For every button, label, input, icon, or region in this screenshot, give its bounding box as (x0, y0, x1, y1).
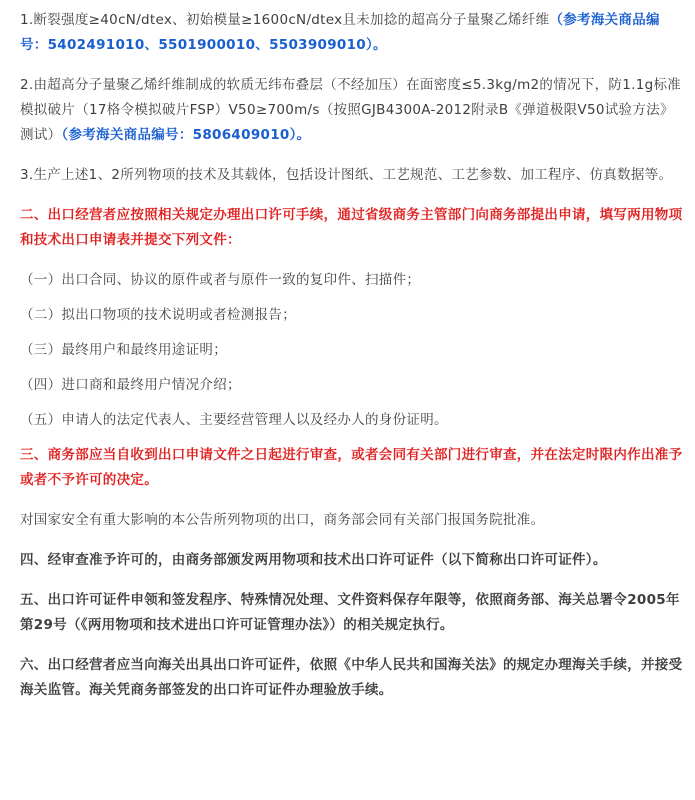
item-1-customs-reference: （参考海关商品编号：5402491010、5501900010、5503909010）。 (20, 12, 660, 53)
item-2-text: 2.由超高分子量聚乙烯纤维制成的软质无纬布叠层（不经加压）在面密度≤5.3kg/m2的情况下，防1.1g标准模拟破片（17格令模拟破片FSP）V50≥700m/s（按照GJB4300A-2012附录B《弹道极限V50试验方法》测试） (20, 77, 682, 143)
item-3-paragraph: 3.生产上述1、2所列物项的技术及其载体，包括设计图纸、工艺规范、工艺参数、加工程序、仿真数据等。 (20, 167, 673, 183)
required-document-3: （三）最终用户和最终用途证明； (20, 342, 227, 358)
item-2-customs-reference: （参考海关商品编号：5806409010）。 (61, 127, 311, 143)
item-1-text: 1.断裂强度≥40cN/dtex、初始模量≥1600cN/dtex且未加捻的超高分子量聚乙烯纤维 (20, 12, 550, 28)
section-4-paragraph: 四、经审查准予许可的，由商务部颁发两用物项和技术出口许可证件（以下简称出口许可证件）。 (20, 552, 607, 568)
required-document-2: （二）拟出口物项的技术说明或者检测报告； (20, 307, 296, 323)
required-document-4: （四）进口商和最终用户情况介绍； (20, 377, 241, 393)
item-2-paragraph (20, 73, 683, 148)
section-3-heading: 三、商务部应当自收到出口申请文件之日起进行审查，或者会同有关部门进行审查，并在法定时限内作出准予或者不予许可的决定。 (20, 447, 683, 488)
section-6-paragraph: 六、出口经营者应当向海关出具出口许可证件，依照《中华人民共和国海关法》的规定办理海关手续，并接受海关监管。海关凭商务部签发的出口许可证件办理验放手续。 (20, 657, 683, 698)
item-1-paragraph (20, 8, 683, 58)
required-document-1: （一）出口合同、协议的原件或者与原件一致的复印件、扫描件； (20, 272, 421, 288)
section-2-heading: 二、出口经营者应按照相关规定办理出口许可手续，通过省级商务主管部门向商务部提出申请，填写两用物项和技术出口申请表并提交下列文件： (20, 207, 683, 248)
state-council-approval-note: 对国家安全有重大影响的本公告所列物项的出口，商务部会同有关部门报国务院批准。 (20, 512, 545, 528)
section-5-paragraph: 五、出口许可证件申领和签发程序、特殊情况处理、文件资料保存年限等，依照商务部、海关总署令2005年第29号（《两用物项和技术进出口许可证管理办法》）的相关规定执行。 (20, 592, 680, 633)
required-document-5: （五）申请人的法定代表人、主要经营管理人以及经办人的身份证明。 (20, 412, 448, 428)
